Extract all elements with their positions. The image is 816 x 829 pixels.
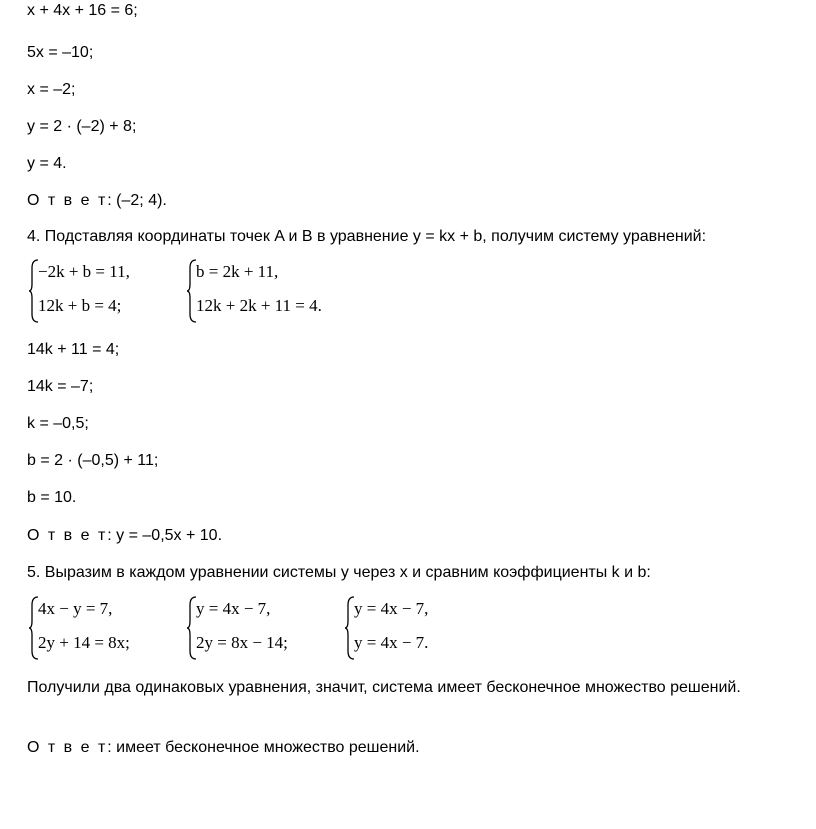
answer-3 — [27, 739, 420, 757]
equation: b = 2k + 11, — [196, 262, 279, 281]
answer-value: : y = –0,5x + 10. — [107, 527, 223, 544]
equation: 4x − y = 7, — [38, 599, 113, 618]
equation: y = 4x − 7, — [354, 599, 429, 618]
equation: 2y = 8x − 14; — [196, 633, 288, 652]
line-1: x + 4x + 16 = 6; — [27, 2, 138, 19]
line-9: 14k = –7; — [27, 378, 94, 395]
equation: y = 4x − 7. — [354, 633, 429, 652]
equation: −2k + b = 11, — [38, 262, 130, 281]
answer-label: О т в е т — [27, 192, 108, 209]
problem-4-heading: 4. Подставляя координаты точек A и B в уравнение y = kx + b, получим систему уравнений: — [27, 228, 707, 245]
line-10: k = –0,5; — [27, 415, 89, 432]
answer-label: О т в е т — [27, 739, 108, 756]
line-3: x = –2; — [27, 81, 76, 98]
equation: 12k + b = 4; — [38, 296, 122, 315]
line-11: b = 2 · (–0,5) + 11; — [27, 452, 159, 469]
line-12: b = 10. — [27, 489, 77, 506]
system-4-2 — [186, 258, 386, 324]
system-4-1 — [28, 258, 188, 324]
problem-5-heading: 5. Выразим в каждом уравнении системы y через x и сравним коэффициенты k и b: — [27, 564, 651, 581]
system-5-1 — [28, 595, 178, 661]
answer-value: : (–2; 4). — [107, 192, 167, 209]
answer-value: : имеет бесконечное множество решений. — [107, 739, 420, 756]
line-4: y = 2 · (–2) + 8; — [27, 118, 137, 135]
line-2: 5x = –10; — [27, 44, 94, 61]
equation: 2y + 14 = 8x; — [38, 633, 130, 652]
answer-1 — [27, 192, 167, 210]
line-8: 14k + 11 = 4; — [27, 341, 120, 358]
answer-label: О т в е т — [27, 527, 108, 544]
line-5: y = 4. — [27, 155, 67, 172]
conclusion-paragraph: Получили два одинаковых уравнения, значит, система имеет бесконечное множество решений. — [27, 679, 741, 696]
equation: 12k + 2k + 11 = 4. — [196, 296, 322, 315]
system-5-3 — [344, 595, 494, 661]
system-5-2 — [186, 595, 336, 661]
equation: y = 4x − 7, — [196, 599, 271, 618]
answer-2 — [27, 527, 222, 545]
